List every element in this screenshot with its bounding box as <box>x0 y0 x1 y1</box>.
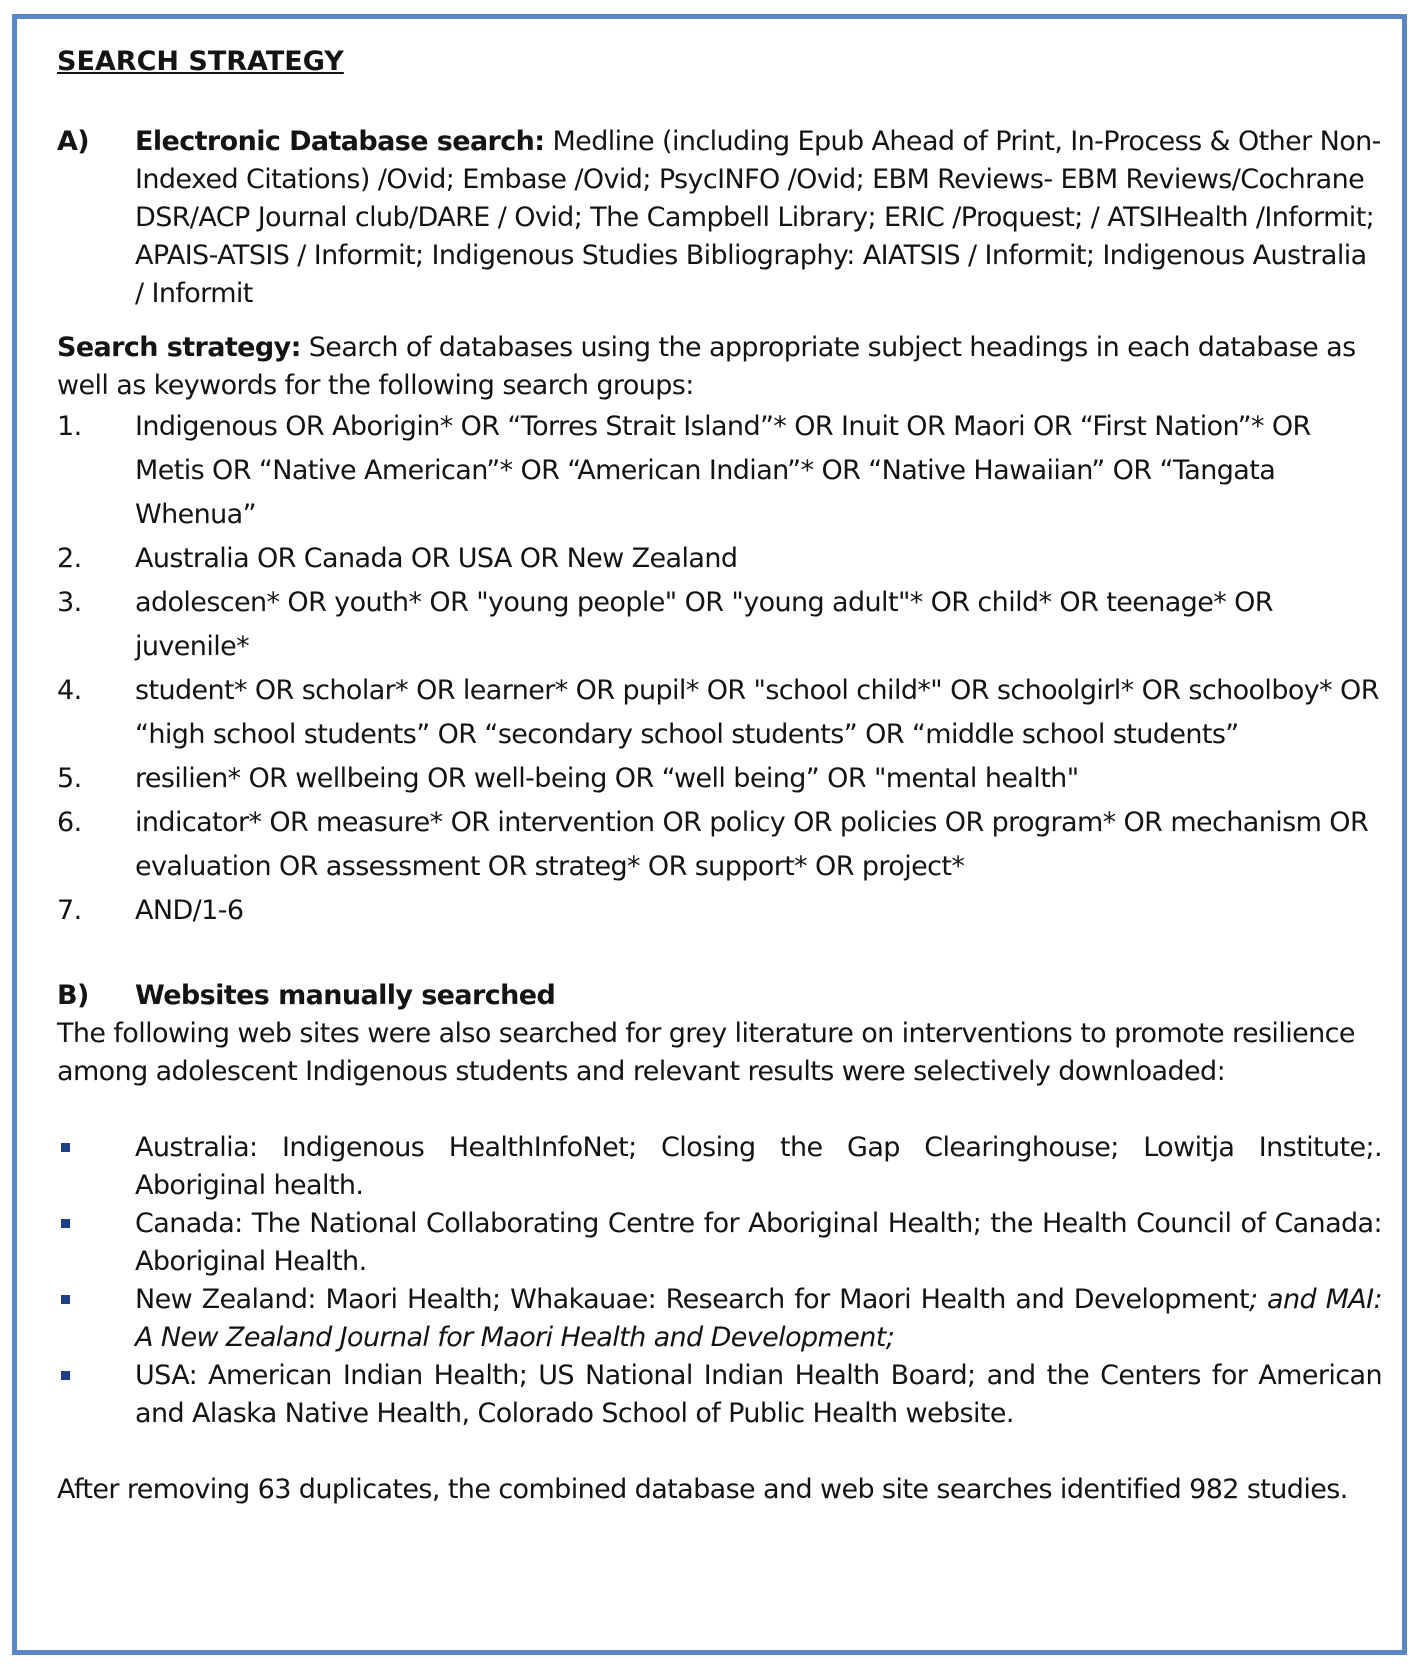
square-bullet-icon <box>61 1143 70 1152</box>
bullet-text: Canada: The National Collaborating Centre for Aboriginal Health; the Health Council of Canada: Aboriginal Health. <box>135 1208 1382 1277</box>
search-strategy-paragraph <box>57 329 1382 405</box>
section-a <box>57 123 1382 313</box>
list-item-text: student* OR scholar* OR learner* OR pupil* OR "school child*" OR schoolgirl* OR schoolboy* OR “high school students” OR “secondary school students” OR “middle school students” <box>135 675 1379 750</box>
list-item-number: 4. <box>57 675 82 706</box>
bullet-text: USA: American Indian Health; US National Indian Health Board; and the Centers for American and Alaska Native Health, Colorado School of Public Health website. <box>135 1360 1382 1429</box>
list-item <box>57 801 1382 889</box>
section-a-heading: Electronic Database search: <box>135 126 545 157</box>
list-item <box>57 669 1382 757</box>
section-a-text: Medline (including Epub Ahead of Print, In-Process & Other Non-Indexed Citations) /Ovid; Embase /Ovid; PsycINFO /Ovid; EBM Reviews- EBM Reviews/Cochrane DSR/ACP Journal club/DARE / Ovid; The Campbell Library; ERIC /Proquest; / ATSIHealth /Informit; APAIS-ATSIS / Informit; Indigenous Studies Bibliography: AIATSIS / Informit; Indigenous Australia / Informit <box>135 126 1381 309</box>
search-groups-list <box>57 405 1382 933</box>
search-strategy-text: Search of databases using the appropriate subject headings in each database as well as keywords for the following search groups: <box>57 332 1356 401</box>
list-item-number: 1. <box>57 411 82 442</box>
list-item <box>57 405 1382 537</box>
list-item <box>57 1129 1382 1205</box>
list-item <box>57 1281 1382 1357</box>
bullet-text: Australia: Indigenous HealthInfoNet; Closing the Gap Clearinghouse; Lowitja Institute;. Aboriginal health. <box>135 1132 1382 1201</box>
list-item-number: 5. <box>57 763 82 794</box>
square-bullet-icon <box>61 1295 70 1304</box>
list-item-text: Australia OR Canada OR USA OR New Zealand <box>135 543 738 574</box>
list-item-number: 7. <box>57 895 82 926</box>
list-item <box>57 889 1382 933</box>
list-item <box>57 757 1382 801</box>
list-item <box>57 1357 1382 1433</box>
page-title: SEARCH STRATEGY <box>57 46 344 77</box>
bullet-text: New Zealand: Maori Health; Whakauae: Research for Maori Health and Development <box>135 1284 1249 1315</box>
section-b-label: B) <box>57 980 89 1011</box>
square-bullet-icon <box>61 1371 70 1380</box>
section-b-intro: The following web sites were also searched for grey literature on interventions to promote resilience among adolescent Indigenous students and relevant results were selectively downloaded: <box>57 1018 1355 1087</box>
document-frame <box>12 14 1407 1655</box>
section-a-label: A) <box>57 126 90 157</box>
section-b-heading: Websites manually searched <box>135 980 556 1011</box>
list-item-number: 2. <box>57 543 82 574</box>
list-item-text: resilien* OR wellbeing OR well-being OR “well being” OR "mental health" <box>135 763 1079 794</box>
list-item-text: indicator* OR measure* OR intervention OR policy OR policies OR program* OR mechanism OR evaluation OR assessment OR strateg* OR support* OR project* <box>135 807 1369 882</box>
bullet-italic-text: ; and MAI: A New Zealand Journal for Maori Health and Development; <box>135 1284 1382 1353</box>
list-item-text: adolescen* OR youth* OR "young people" OR "young adult"* OR child* OR teenage* OR juvenile* <box>135 587 1273 662</box>
section-b-header <box>57 977 1382 1015</box>
list-item-text: AND/1-6 <box>135 895 244 926</box>
list-item-number: 3. <box>57 587 82 618</box>
list-item <box>57 537 1382 581</box>
websites-list <box>57 1129 1382 1433</box>
square-bullet-icon <box>61 1219 70 1228</box>
list-item <box>57 581 1382 669</box>
list-item <box>57 1205 1382 1281</box>
list-item-number: 6. <box>57 807 82 838</box>
list-item-text: Indigenous OR Aborigin* OR “Torres Strait Island”* OR Inuit OR Maori OR “First Nation”* OR Metis OR “Native American”* OR “American Indian”* OR “Native Hawaiian” OR “Tangata Whenua” <box>135 411 1311 530</box>
search-strategy-heading: Search strategy: <box>57 332 301 363</box>
document-content <box>57 43 1382 1509</box>
conclusion: After removing 63 duplicates, the combined database and web site searches identified 982 studies. <box>57 1474 1348 1505</box>
